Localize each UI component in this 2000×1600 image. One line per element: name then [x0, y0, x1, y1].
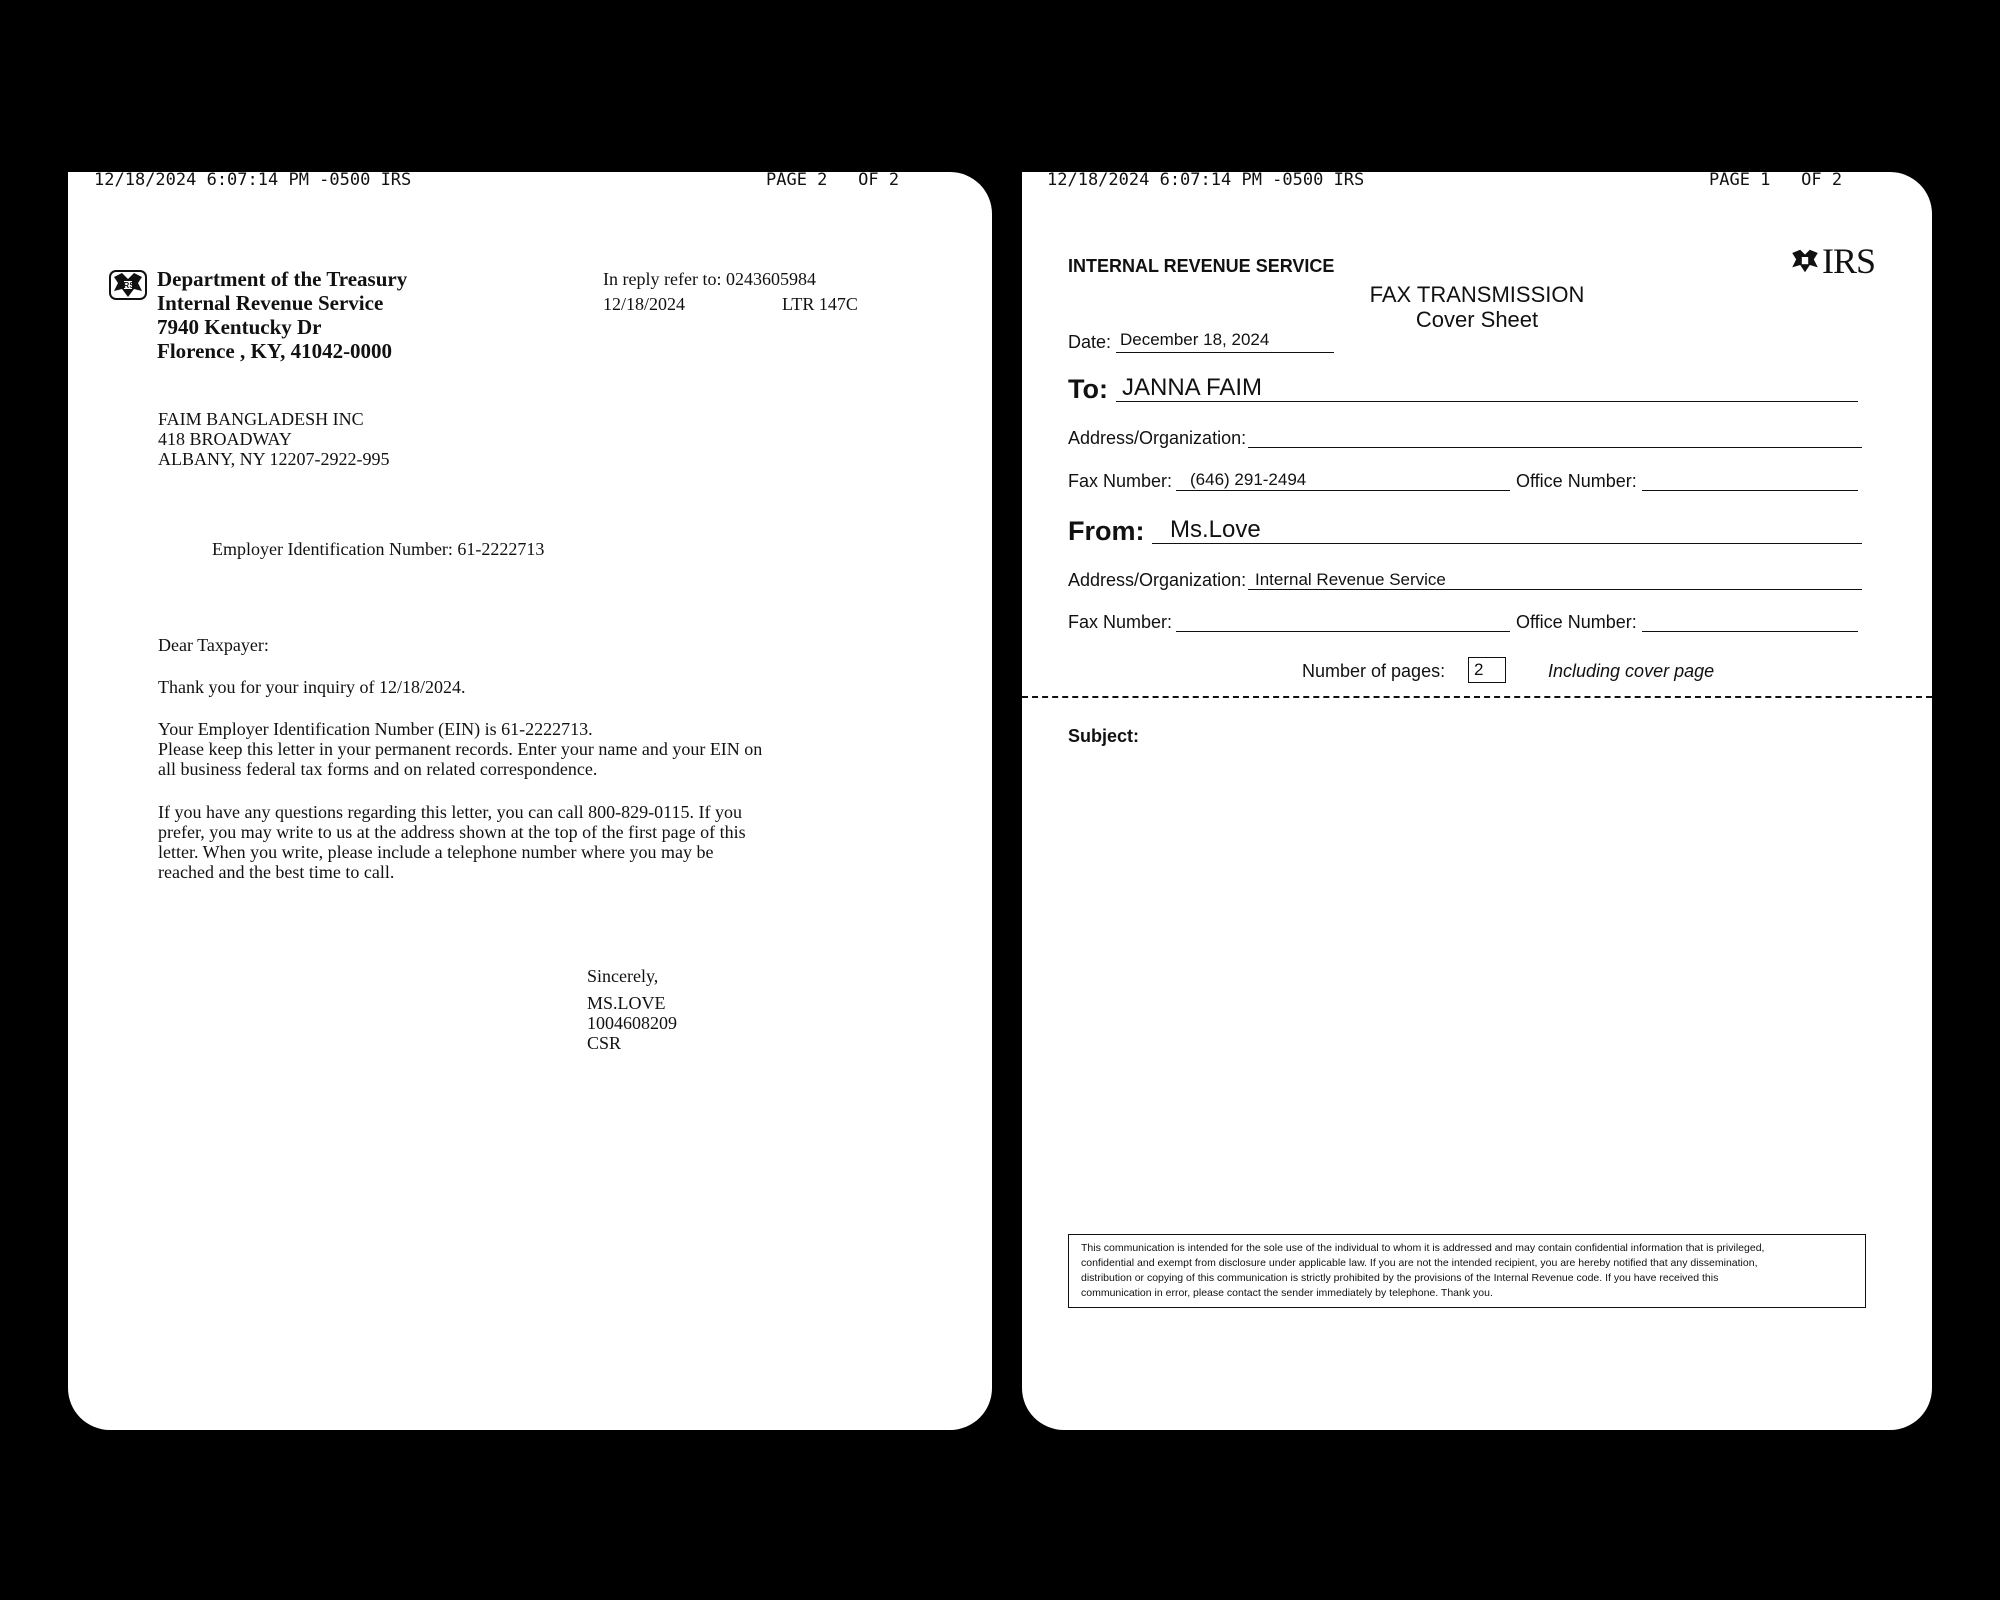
to-field: JANNA FAIM [1122, 374, 1263, 401]
irs-logo-text: IRS [1822, 241, 1876, 281]
from-address-field: Internal Revenue Service [1255, 570, 1446, 589]
pages-note: Including cover page [1548, 661, 1715, 681]
date-underline [1116, 352, 1334, 353]
recipient-name: FAIM BANGLADESH INC [158, 409, 364, 429]
paragraph-ein-line: Your Employer Identification Number (EIN) is 61-2222713. [158, 719, 593, 739]
recipient-street: 418 BROADWAY [158, 429, 292, 449]
to-address-underline [1248, 447, 1862, 448]
from-fax-underline [1176, 631, 1510, 632]
fax-header-timestamp: 12/18/2024 6:07:14 PM -0500 IRS [94, 172, 412, 190]
letter-code: LTR 147C [782, 294, 858, 314]
ein-line: Employer Identification Number: 61-2222713 [212, 539, 545, 559]
paragraph-questions-line: prefer, you may write to us at the address shown at the top of the first page of this [158, 822, 746, 842]
fax-header-page: PAGE 2 OF 2 [766, 172, 900, 190]
pages-label: Number of pages: [1302, 661, 1446, 681]
svg-text:IRS: IRS [121, 281, 135, 290]
confidentiality-notice-line: communication in error, please contact the sender immediately by telephone. Thank you. [1081, 1287, 1493, 1299]
recipient-city: ALBANY, NY 12207-2922-995 [158, 449, 390, 469]
pages-box: 2 [1468, 657, 1506, 683]
paragraph-inquiry: Thank you for your inquiry of 12/18/2024. [158, 677, 466, 697]
from-field: Ms.Love [1170, 516, 1261, 543]
irs-eagle-logo-icon [108, 267, 148, 303]
reply-reference: In reply refer to: 0243605984 [603, 269, 816, 289]
date-field: December 18, 2024 [1120, 330, 1270, 349]
sender-street: 7940 Kentucky Dr [157, 315, 322, 339]
paragraph-ein [158, 719, 918, 779]
sender-agency: Internal Revenue Service [157, 291, 384, 315]
from-fax-label: Fax Number: [1068, 612, 1173, 632]
from-address-label: Address/Organization: [1068, 570, 1247, 590]
to-label: To: [1068, 374, 1108, 404]
paragraph-questions [158, 802, 918, 882]
signer-title: CSR [587, 1033, 622, 1053]
to-office-underline [1642, 490, 1858, 491]
paragraph-ein-line: Please keep this letter in your permanent records. Enter your name and your EIN on [158, 739, 763, 759]
date-label: Date: [1068, 332, 1112, 352]
form-title: FAX TRANSMISSION [1369, 282, 1585, 307]
to-fax-field: (646) 291-2494 [1190, 470, 1307, 489]
confidentiality-notice-line: This communication is intended for the sole use of the individual to whom it is addressed and may contain confidential information that is privileged, [1081, 1242, 1765, 1254]
irs-eagle-icon [1789, 244, 1821, 278]
paragraph-questions-line: letter. When you write, please include a telephone number where you may be [158, 842, 714, 862]
reply-date: 12/18/2024 [603, 294, 686, 314]
to-fax-underline [1176, 490, 1510, 491]
to-office-label: Office Number: [1516, 471, 1637, 491]
from-office-underline [1642, 631, 1858, 632]
fax-header-page: PAGE 1 OF 2 [1709, 172, 1843, 190]
confidentiality-notice-line: confidential and exempt from disclosure under applicable law. If you are not the intended recipient, you are hereby notified that any dissemination, [1081, 1257, 1758, 1269]
signer-id: 1004608209 [587, 1013, 677, 1033]
signer-name: MS.LOVE [587, 993, 666, 1013]
fax-cover-page [1022, 172, 1932, 1430]
subject-label: Subject: [1068, 726, 1140, 746]
paragraph-ein-line: all business federal tax forms and on related correspondence. [158, 759, 598, 779]
sender-department: Department of the Treasury [157, 267, 408, 291]
to-fax-label: Fax Number: [1068, 471, 1173, 491]
sender-city: Florence , KY, 41042-0000 [157, 339, 393, 363]
paragraph-questions-line: If you have any questions regarding this letter, you can call 800-829-0115. If you [158, 802, 742, 822]
from-office-label: Office Number: [1516, 612, 1637, 632]
to-address-label: Address/Organization: [1068, 428, 1247, 448]
closing-sincerely: Sincerely, [587, 966, 659, 986]
fax-header-timestamp: 12/18/2024 6:07:14 PM -0500 IRS [1047, 172, 1365, 190]
from-label: From: [1068, 516, 1145, 546]
letter-page [68, 172, 992, 1430]
agency-name: INTERNAL REVENUE SERVICE [1068, 256, 1335, 276]
paragraph-questions-line: reached and the best time to call. [158, 862, 395, 882]
confidentiality-notice [1068, 1234, 1866, 1308]
form-subtitle: Cover Sheet [1415, 307, 1539, 332]
confidentiality-notice-line: distribution or copying of this communication is strictly prohibited by the provisions of the Internal Revenue code. If you have received this [1081, 1272, 1719, 1284]
salutation: Dear Taxpayer: [158, 635, 269, 655]
cut-line-divider [1022, 696, 1932, 698]
